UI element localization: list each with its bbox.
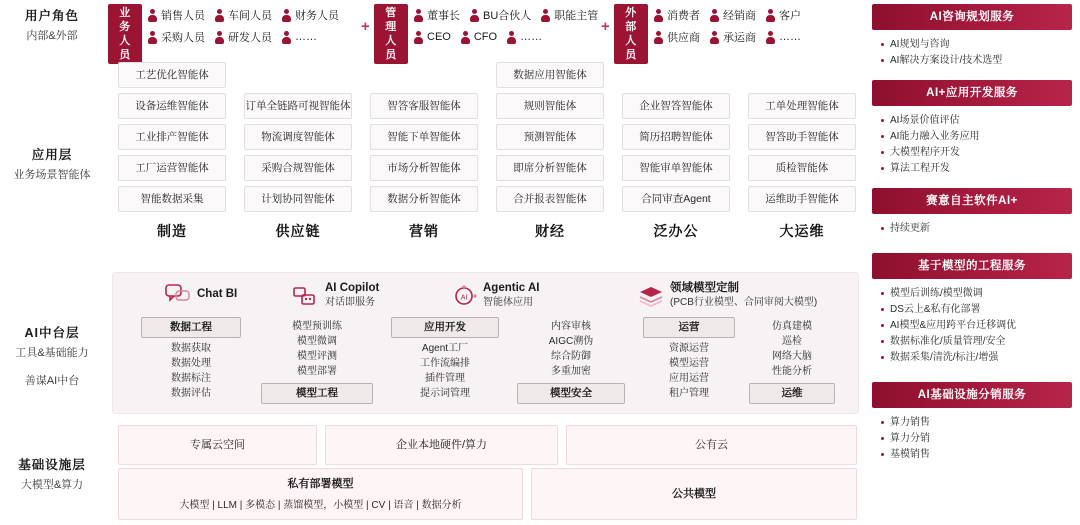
funnel-item[interactable]: 仿真建模 xyxy=(772,321,812,332)
person-icon xyxy=(654,31,663,44)
app-cell[interactable]: 数据应用智能体 xyxy=(496,62,604,88)
plus-separator-1: + xyxy=(361,18,370,35)
funnel-item[interactable]: 模型运营 xyxy=(669,358,709,369)
chat-bubbles-icon xyxy=(165,283,191,305)
chat-bi-header[interactable] xyxy=(165,283,237,305)
app-cell[interactable]: 简历招聘智能体 xyxy=(622,124,730,150)
app-cell[interactable]: 数据分析智能体 xyxy=(370,186,478,212)
funnel-footer[interactable]: 运维 xyxy=(749,383,835,404)
funnel-item[interactable]: 模型评测 xyxy=(297,351,337,362)
app-column-office xyxy=(622,62,730,241)
app-cell[interactable]: 市场分析智能体 xyxy=(370,155,478,181)
role-item: 车间人员 xyxy=(215,7,272,23)
service-card-items xyxy=(872,106,1072,179)
funnel-app-development xyxy=(391,317,499,401)
person-icon xyxy=(461,31,470,44)
service-card-title[interactable]: AI+应用开发服务 xyxy=(872,80,1072,106)
funnel-maintenance xyxy=(749,317,835,404)
services-panel xyxy=(872,4,1072,474)
role-item: …… xyxy=(766,31,801,44)
service-item: 数据标准化/质量管理/安全 xyxy=(878,334,1066,349)
funnel-header[interactable]: 数据工程 xyxy=(141,317,241,338)
funnel-item[interactable]: 巡检 xyxy=(782,336,802,347)
funnel-data-engineering xyxy=(141,317,241,401)
domain-model-sub: (PCB行业模型、合同审阅大模型) xyxy=(670,297,818,308)
service-item: AI规划与咨询 xyxy=(878,37,1066,52)
funnel-item[interactable]: 模型部署 xyxy=(297,366,337,377)
service-item: AI模型&应用跨平台迁移调优 xyxy=(878,318,1066,333)
person-icon xyxy=(282,31,291,44)
service-card-app-development xyxy=(872,80,1072,179)
funnel-item[interactable]: 模型预训练 xyxy=(292,321,342,332)
person-icon xyxy=(710,9,719,22)
app-column-operations xyxy=(748,62,856,241)
app-cell[interactable]: 工艺优化智能体 xyxy=(118,62,226,88)
role-item: CEO xyxy=(414,31,451,44)
funnel-item[interactable]: AIGC溯伪 xyxy=(548,336,594,347)
app-cell[interactable]: 物流调度智能体 xyxy=(244,124,352,150)
infra-cell-local-hardware[interactable]: 企业本地硬件/算力 xyxy=(325,425,558,465)
funnel-operations xyxy=(643,317,735,401)
domain-model-title: 领域模型定制 xyxy=(670,282,739,294)
mid-layer-label: AI中台层 工具&基础能力 善谋AI中台 xyxy=(15,326,89,387)
private-model-detail: 大模型 | LLM | 多模态 | 蒸馏模型，小模型 | CV | 语音 | 数据分析 xyxy=(179,500,462,511)
ai-platform-panel xyxy=(112,272,859,414)
app-cell[interactable]: 工单处理智能体 xyxy=(748,93,856,119)
person-icon xyxy=(766,31,775,44)
service-item: 算力销售 xyxy=(878,415,1066,430)
funnel-item[interactable]: 资源运营 xyxy=(669,343,709,354)
ai-copilot-title: AI Copilot xyxy=(325,282,380,294)
app-cell[interactable]: 智能数据采集 xyxy=(118,186,226,212)
infra-cell-private-cloud[interactable]: 专属云空间 xyxy=(118,425,317,465)
funnel-items xyxy=(391,341,499,401)
role-item: 承运商 xyxy=(710,29,756,45)
funnel-items xyxy=(141,341,241,401)
service-item: DS云上&私有化部署 xyxy=(878,302,1066,317)
service-item: 大模型程序开发 xyxy=(878,145,1066,160)
funnel-footer[interactable]: 模型工程 xyxy=(261,383,373,404)
service-item: 数据采集/清洗/标注/增强 xyxy=(878,350,1066,365)
app-column-supply-chain xyxy=(244,62,352,241)
agentic-ai-header[interactable] xyxy=(451,281,539,310)
agentic-ai-icon xyxy=(451,285,477,307)
funnel-item[interactable]: 综合防御 xyxy=(551,351,591,362)
app-cell[interactable]: 即席分析智能体 xyxy=(496,155,604,181)
service-card-items xyxy=(872,279,1072,368)
funnel-model-engineering xyxy=(261,317,373,404)
funnel-item[interactable]: Agent工厂 xyxy=(421,343,469,354)
app-cell[interactable]: 企业智答智能体 xyxy=(622,93,730,119)
funnel-item[interactable]: 模型微调 xyxy=(297,336,337,347)
app-column-name: 供应链 xyxy=(275,223,321,239)
role-row xyxy=(108,4,848,61)
service-card-title[interactable]: 赛意自主软件AI+ xyxy=(872,188,1072,214)
app-cell[interactable]: 智能下单智能体 xyxy=(370,124,478,150)
service-item: 算力分销 xyxy=(878,431,1066,446)
infra-cell-public-model[interactable]: 公共模型 xyxy=(531,468,857,520)
service-card-consulting xyxy=(872,4,1072,71)
role-item: 职能主管 xyxy=(541,7,598,23)
funnel-item[interactable]: 网络大脑 xyxy=(772,351,812,362)
app-column-finance xyxy=(496,62,604,241)
service-item: 算法工程开发 xyxy=(878,161,1066,176)
service-item: 模型后训练/模型微调 xyxy=(878,286,1066,301)
funnel-header[interactable]: 应用开发 xyxy=(391,317,499,338)
role-item: 经销商 xyxy=(710,7,756,23)
person-icon xyxy=(470,9,479,22)
role-group-management xyxy=(374,4,608,64)
ai-copilot-sub: 对话即服务 xyxy=(325,297,375,308)
app-layer-label: 应用层 业务场景智能体 xyxy=(13,148,91,181)
service-item: 持续更新 xyxy=(878,221,1066,236)
funnel-item[interactable]: 性能分析 xyxy=(772,366,812,377)
funnel-item[interactable]: 应用运营 xyxy=(669,373,709,384)
funnel-item[interactable]: 数据标注 xyxy=(171,373,211,384)
app-column-name: 财经 xyxy=(535,223,565,239)
infra-row-2 xyxy=(118,468,855,518)
copilot-icon xyxy=(293,285,319,307)
role-item: BU合伙人 xyxy=(470,7,531,23)
role-item: 财务人员 xyxy=(282,7,339,23)
person-icon xyxy=(282,9,291,22)
app-cell[interactable]: 订单全链路可视智能体 xyxy=(244,93,352,119)
role-item: 研发人员 xyxy=(215,29,272,45)
app-cell[interactable]: 合同审查Agent xyxy=(622,186,730,212)
role-item: 供应商 xyxy=(654,29,700,45)
person-icon xyxy=(507,31,516,44)
service-card-title[interactable]: AI咨询规划服务 xyxy=(872,4,1072,30)
app-column-name: 大运维 xyxy=(779,223,825,239)
app-cell[interactable]: 预测智能体 xyxy=(496,124,604,150)
funnel-item[interactable]: 内容审核 xyxy=(551,321,591,332)
person-icon xyxy=(148,9,157,22)
funnel-item[interactable]: 提示词管理 xyxy=(420,388,470,399)
person-icon xyxy=(766,9,775,22)
service-card-items xyxy=(872,30,1072,71)
service-card-title[interactable]: AI基础设施分销服务 xyxy=(872,382,1072,408)
infra-cell-public-cloud[interactable]: 公有云 xyxy=(566,425,857,465)
service-card-infrastructure-distribution xyxy=(872,382,1072,465)
app-cell[interactable]: 智能审单智能体 xyxy=(622,155,730,181)
person-icon xyxy=(414,31,423,44)
person-icon xyxy=(215,9,224,22)
service-card-model-engineering xyxy=(872,253,1072,368)
app-cell[interactable]: 智答客服智能体 xyxy=(370,93,478,119)
app-cell[interactable]: 采购合规智能体 xyxy=(244,155,352,181)
app-column-name: 营销 xyxy=(409,223,439,239)
role-badge: 业务人员 xyxy=(108,4,142,64)
service-item: AI场景价值评估 xyxy=(878,113,1066,128)
app-column-name: 泛办公 xyxy=(653,223,699,239)
agentic-ai-sub: 智能体应用 xyxy=(483,297,533,308)
app-cell[interactable]: 合并报表智能体 xyxy=(496,186,604,212)
funnel-item[interactable]: 数据处理 xyxy=(171,358,211,369)
person-icon xyxy=(148,31,157,44)
infra-layer-label: 基础设施层 大模型&算力 xyxy=(18,458,86,491)
role-badge: 管理人员 xyxy=(374,4,408,64)
role-group-external xyxy=(614,4,811,64)
app-cell[interactable]: 质检智能体 xyxy=(748,155,856,181)
funnel-items xyxy=(517,319,625,379)
funnel-item[interactable]: 数据获取 xyxy=(171,343,211,354)
person-icon xyxy=(654,9,663,22)
ai-platform-header-row xyxy=(113,281,858,315)
person-icon xyxy=(215,31,224,44)
funnel-item[interactable]: 多重加密 xyxy=(551,366,591,377)
layers-icon xyxy=(638,285,664,307)
service-item: 基模销售 xyxy=(878,447,1066,462)
app-cell[interactable]: 运维助手智能体 xyxy=(748,186,856,212)
role-badge: 外部人员 xyxy=(614,4,648,64)
service-card-items xyxy=(872,214,1072,239)
funnel-items xyxy=(749,319,835,379)
app-column-manufacturing xyxy=(118,62,226,241)
role-item: 销售人员 xyxy=(148,7,205,23)
domain-model-header[interactable] xyxy=(638,281,817,310)
service-card-items xyxy=(872,408,1072,465)
role-group-business xyxy=(108,4,349,64)
svg-text:AI: AI xyxy=(460,294,468,301)
role-layer-label: 用户角色 内部&外部 xyxy=(24,9,79,42)
funnel-item[interactable]: 租户管理 xyxy=(669,388,709,399)
app-cell[interactable]: 工厂运营智能体 xyxy=(118,155,226,181)
chat-bi-title: Chat BI xyxy=(197,288,238,300)
app-cell[interactable]: 规则智能体 xyxy=(496,93,604,119)
infra-row-1 xyxy=(118,425,855,463)
service-card-self-developed-software xyxy=(872,188,1072,239)
role-item: 董事长 xyxy=(414,7,460,23)
service-item: AI能力融入业务应用 xyxy=(878,129,1066,144)
app-column-marketing xyxy=(370,62,478,241)
funnel-items xyxy=(261,319,373,379)
person-icon xyxy=(541,9,550,22)
funnel-footer[interactable]: 模型安全 xyxy=(517,383,625,404)
funnel-item[interactable]: 插件管理 xyxy=(425,373,465,384)
service-item: AI解决方案设计/技术选型 xyxy=(878,53,1066,68)
app-cell[interactable]: 设备运维智能体 xyxy=(118,93,226,119)
infra-cell-private-model[interactable] xyxy=(118,468,523,520)
plus-separator-2: + xyxy=(601,18,610,35)
agentic-ai-title: Agentic AI xyxy=(483,282,540,294)
role-item: 客户 xyxy=(766,7,801,23)
app-column-name: 制造 xyxy=(157,223,187,239)
funnel-item[interactable]: 工作流编排 xyxy=(420,358,470,369)
role-item: CFO xyxy=(461,31,497,44)
role-item: …… xyxy=(507,31,542,44)
private-model-title: 私有部署模型 xyxy=(287,478,354,490)
funnel-items xyxy=(643,341,735,401)
person-icon xyxy=(710,31,719,44)
funnel-model-security xyxy=(517,317,625,404)
funnel-header[interactable]: 运营 xyxy=(643,317,735,338)
role-item: 采购人员 xyxy=(148,29,205,45)
ai-copilot-header[interactable] xyxy=(293,281,379,310)
service-card-title[interactable]: 基于模型的工程服务 xyxy=(872,253,1072,279)
role-item: 消费者 xyxy=(654,7,700,23)
app-cell[interactable]: 智答助手智能体 xyxy=(748,124,856,150)
funnel-item[interactable]: 数据评估 xyxy=(171,388,211,399)
role-item: …… xyxy=(282,31,317,44)
app-cell[interactable]: 工业排产智能体 xyxy=(118,124,226,150)
app-cell[interactable]: 计划协同智能体 xyxy=(244,186,352,212)
person-icon xyxy=(414,9,423,22)
